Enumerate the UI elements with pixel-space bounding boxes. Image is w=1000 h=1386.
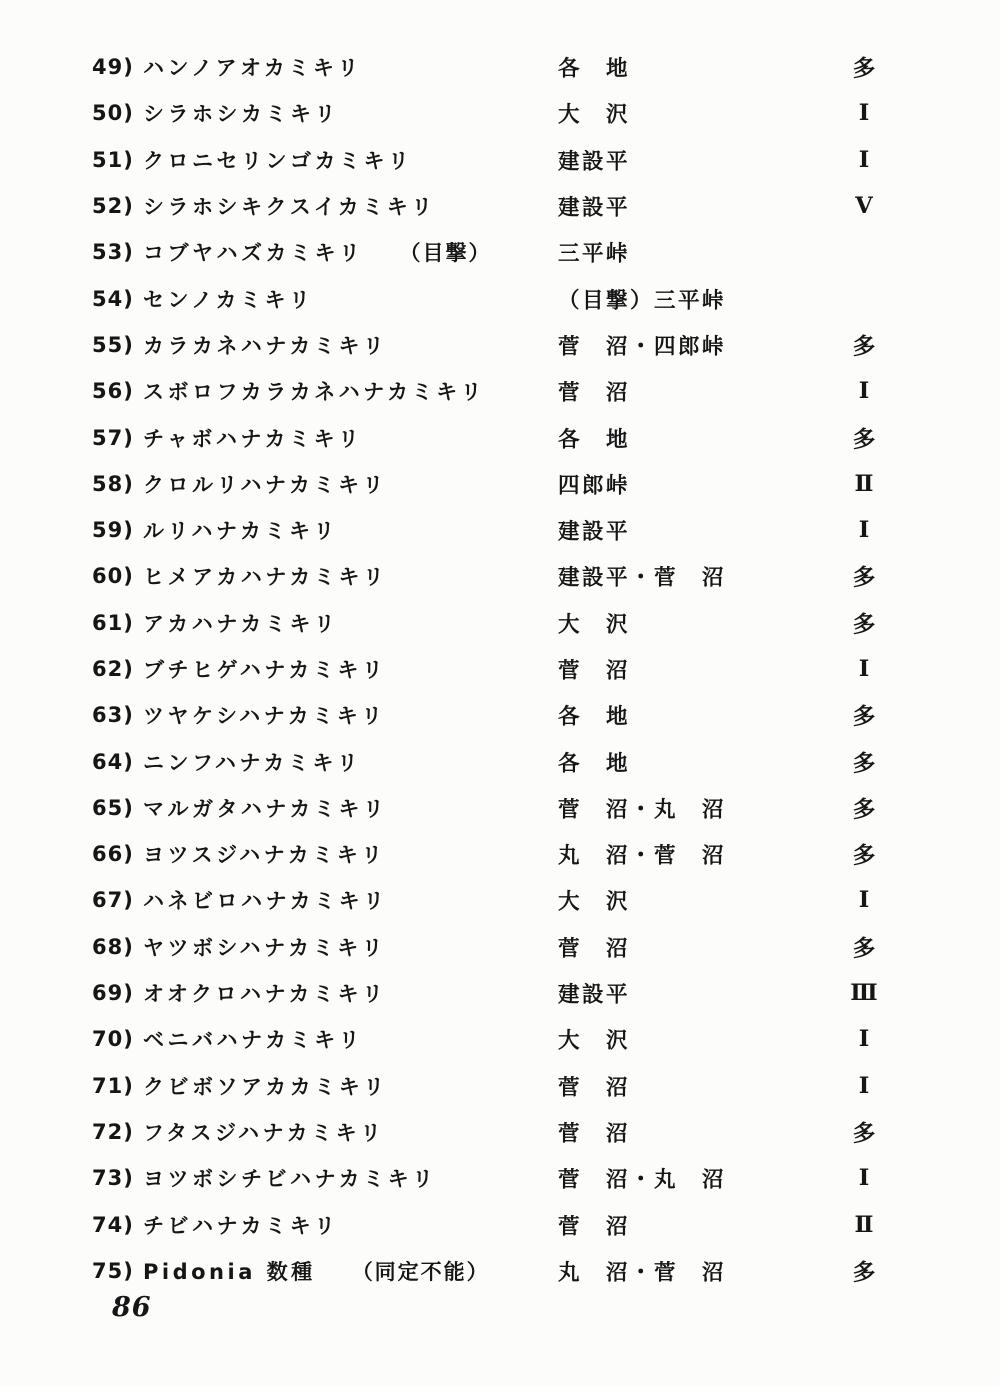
species-row — [0, 137, 1000, 183]
species-name-cell — [143, 1024, 363, 1054]
species-abundance: Ⅴ — [855, 193, 873, 220]
species-location: 各 地 — [558, 427, 631, 453]
species-abundance: 多 — [852, 704, 876, 731]
species-row — [0, 877, 1000, 923]
species-number: 52) — [92, 194, 134, 219]
species-number: 64) — [92, 749, 134, 774]
species-name-cell — [143, 1117, 385, 1147]
species-number: 69) — [92, 981, 134, 1006]
species-number: 61) — [92, 610, 134, 635]
species-number: 72) — [92, 1119, 134, 1144]
species-name-cell — [143, 561, 387, 591]
species-name-cell — [143, 423, 362, 453]
species-abundance: Ⅰ — [858, 656, 870, 682]
species-location: （目撃）三平峠 — [558, 288, 727, 314]
species-row — [0, 507, 1000, 553]
species-name-cell — [143, 885, 388, 915]
species-location: 菅 沼 — [558, 936, 631, 962]
species-name-cell — [143, 839, 386, 869]
species-name-cell — [143, 932, 386, 962]
species-row — [0, 90, 1000, 136]
species-row — [0, 1201, 1000, 1247]
species-abundance: Ⅱ — [854, 470, 874, 497]
species-list — [0, 44, 1000, 1294]
species-name: ベニバハナカミキリ — [143, 1028, 364, 1053]
species-abundance: Ⅰ — [858, 378, 870, 405]
species-name: シラホシキクスイカミキリ — [143, 195, 436, 220]
species-abundance: 多 — [852, 843, 876, 870]
species-abundance: Ⅰ — [858, 1026, 870, 1053]
species-location: 丸 沼・菅 沼 — [558, 1260, 727, 1286]
species-location: 菅 沼 — [558, 1121, 631, 1147]
species-name: ハンノアオカミキリ — [143, 56, 362, 81]
species-location: 大 沢 — [558, 102, 631, 128]
species-name: ヤツボシハナカミキリ — [143, 935, 387, 960]
species-number: 62) — [92, 657, 134, 681]
species-number: 63) — [92, 703, 134, 728]
species-abundance: 多 — [852, 796, 876, 823]
species-name-cell — [143, 978, 387, 1008]
species-note: （同定不能） — [351, 1259, 490, 1284]
species-location: 建設平 — [558, 195, 631, 221]
species-location: 各 地 — [558, 751, 631, 777]
species-name-cell — [143, 237, 492, 267]
species-location: 大 沢 — [558, 889, 631, 915]
species-abundance: 多 — [852, 1259, 876, 1286]
species-name-cell — [143, 330, 387, 360]
species-name: シラホシカミキリ — [143, 102, 339, 127]
species-abundance: Ⅲ — [850, 980, 878, 1007]
species-row — [0, 229, 1000, 275]
species-row — [0, 600, 1000, 646]
species-abundance: Ⅰ — [858, 1165, 870, 1192]
species-number: 54) — [92, 286, 134, 311]
species-row — [0, 1109, 1000, 1155]
species-location: 建設平 — [558, 982, 631, 1008]
species-number: 58) — [92, 471, 134, 496]
species-name-cell — [143, 284, 313, 314]
species-name: チャボハナカミキリ — [143, 426, 363, 451]
species-row — [0, 322, 1000, 368]
species-row — [0, 414, 1000, 460]
page-number: 86 — [112, 1292, 152, 1323]
species-number: 75) — [92, 1258, 134, 1283]
species-name-cell — [143, 469, 387, 499]
species-name: センノカミキリ — [143, 287, 314, 312]
species-name: ハネビロハナカミキリ — [143, 889, 388, 914]
species-name: ヨツスジハナカミキリ — [143, 843, 386, 868]
species-abundance: 多 — [852, 1120, 876, 1147]
species-number: 60) — [92, 564, 134, 589]
species-location: 菅 沼 — [558, 1214, 631, 1240]
species-name-cell — [143, 145, 413, 175]
species-row — [0, 1063, 1000, 1109]
species-row — [0, 44, 1000, 90]
species-location: 菅 沼 — [558, 658, 631, 684]
species-abundance: Ⅰ — [858, 146, 870, 173]
species-number: 66) — [92, 842, 134, 867]
species-name: クビボソアカカミキリ — [143, 1074, 388, 1099]
species-abundance: Ⅰ — [858, 100, 870, 127]
species-name: フタスジハナカミキリ — [143, 1120, 385, 1145]
species-location: 各 地 — [558, 56, 631, 82]
species-name: チビハナカミキリ — [143, 1213, 339, 1238]
species-number: 65) — [92, 795, 134, 820]
species-location: 丸 沼・菅 沼 — [558, 843, 727, 869]
species-name: マルガタハナカミキリ — [143, 796, 388, 821]
species-abundance: 多 — [852, 935, 876, 962]
species-abundance: Ⅰ — [858, 517, 870, 544]
species-abundance: 多 — [852, 750, 876, 777]
species-abundance: 多 — [852, 426, 876, 453]
species-location: 建設平・菅 沼 — [558, 565, 727, 591]
species-location: 四郎峠 — [558, 473, 631, 499]
species-number: 71) — [92, 1073, 134, 1098]
species-row — [0, 970, 1000, 1016]
species-number: 55) — [92, 332, 134, 357]
species-row — [0, 1155, 1000, 1201]
species-name: クロルリハナカミキリ — [143, 472, 387, 497]
species-abundance: 多 — [852, 611, 876, 638]
species-row — [0, 461, 1000, 507]
species-name: アカハナカミキリ — [143, 611, 339, 636]
species-row — [0, 646, 1000, 692]
species-location: 大 沢 — [558, 612, 631, 638]
species-name: Pidonia 数種 — [143, 1259, 316, 1284]
species-name: クロニセリンゴカミキリ — [143, 148, 413, 173]
species-number: 68) — [92, 934, 134, 959]
species-number: 74) — [92, 1212, 134, 1237]
species-location: 菅 沼 — [558, 1075, 631, 1101]
species-row — [0, 553, 1000, 599]
species-name: ルリハナカミキリ — [143, 519, 338, 544]
species-row — [0, 831, 1000, 877]
species-row — [0, 275, 1000, 321]
species-name: コブヤハズカミキリ — [143, 241, 364, 266]
species-abundance: Ⅱ — [854, 1211, 874, 1238]
species-name-cell — [143, 608, 338, 638]
species-location: 菅 沼・丸 沼 — [558, 797, 727, 823]
species-name: ツヤケシハナカミキリ — [143, 704, 386, 729]
species-abundance: 多 — [852, 333, 876, 360]
species-row — [0, 1016, 1000, 1062]
species-abundance: 多 — [852, 565, 876, 592]
species-name-cell — [143, 1256, 490, 1286]
species-name: ヒメアカハナカミキリ — [143, 565, 388, 590]
species-name: ブチヒゲハナカミキリ — [143, 658, 387, 682]
species-name-cell — [143, 793, 387, 823]
species-location: 菅 沼・四郎峠 — [558, 334, 727, 360]
species-location: 菅 沼・丸 沼 — [558, 1167, 727, 1193]
species-name-cell — [143, 515, 338, 545]
species-row — [0, 368, 1000, 414]
species-name-cell — [143, 191, 436, 221]
species-name-cell — [143, 654, 386, 684]
species-abundance: 多 — [852, 56, 876, 83]
species-name: オオクロハナカミキリ — [143, 982, 387, 1007]
species-name: スボロフカラカネハナカミキリ — [143, 380, 486, 405]
species-name-cell — [143, 700, 386, 730]
species-number: 70) — [92, 1027, 134, 1052]
species-number: 59) — [92, 518, 134, 543]
species-location: 大 沢 — [558, 1028, 631, 1054]
species-row — [0, 924, 1000, 970]
species-location: 菅 沼 — [558, 380, 631, 406]
species-number: 53) — [92, 240, 134, 265]
species-number: 67) — [92, 888, 134, 913]
species-name-cell — [143, 1071, 388, 1101]
species-name-cell — [143, 98, 339, 128]
species-row — [0, 738, 1000, 784]
species-name-cell — [143, 747, 361, 777]
species-abundance: Ⅰ — [858, 887, 870, 914]
species-abundance: Ⅰ — [858, 1072, 870, 1099]
species-row — [0, 692, 1000, 738]
species-name: カラカネハナカミキリ — [143, 333, 388, 358]
species-location: 各 地 — [558, 704, 631, 730]
species-name-cell — [143, 52, 362, 82]
species-number: 57) — [92, 425, 134, 450]
species-note: （目撃） — [399, 241, 492, 266]
species-location: 建設平 — [558, 519, 631, 545]
species-row — [0, 183, 1000, 229]
species-name-cell — [143, 1163, 437, 1193]
species-number: 56) — [92, 379, 134, 404]
species-name-cell — [143, 1210, 339, 1240]
species-row — [0, 1248, 1000, 1294]
species-location: 三平峠 — [558, 241, 631, 267]
species-location: 建設平 — [558, 149, 631, 175]
species-name: ヨツボシチビハナカミキリ — [143, 1167, 437, 1192]
species-row — [0, 785, 1000, 831]
species-name-cell — [143, 376, 485, 406]
species-number: 73) — [92, 1166, 134, 1191]
species-number: 51) — [92, 147, 134, 172]
species-name: ニンフハナカミキリ — [143, 750, 362, 775]
species-number: 50) — [92, 101, 134, 126]
species-number: 49) — [92, 55, 134, 80]
